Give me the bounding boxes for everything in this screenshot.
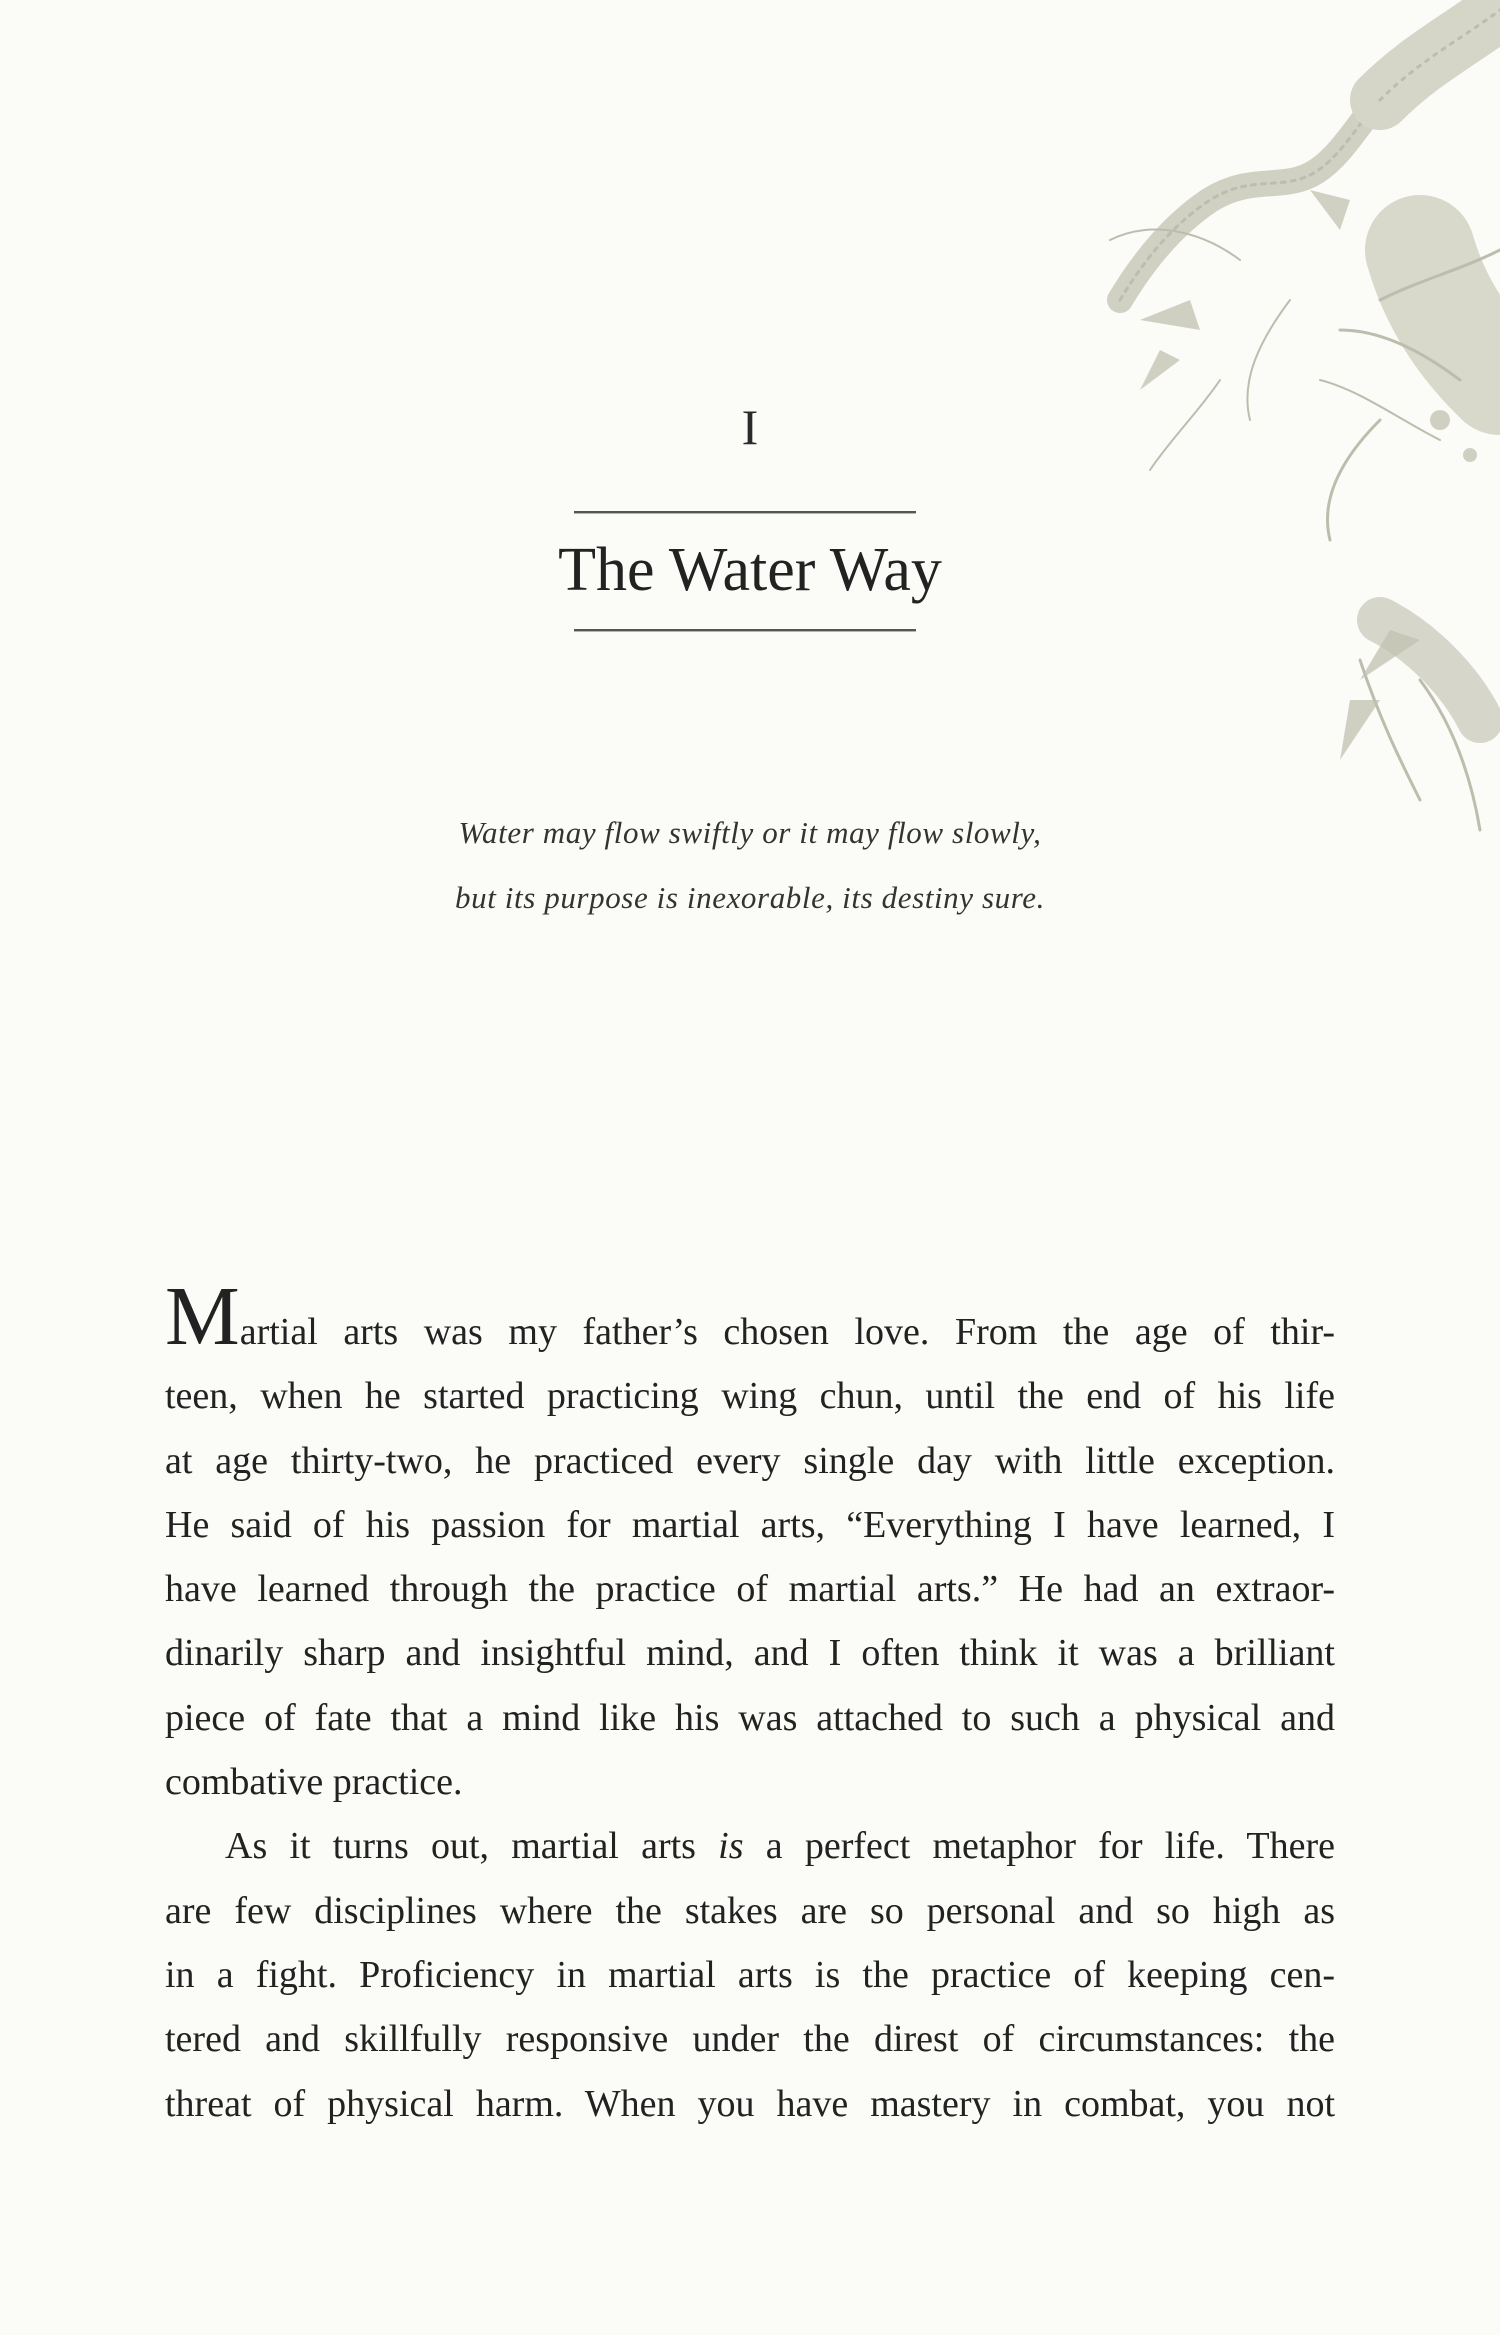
paragraph-2-line: As it turns out, martial arts is a perfect metaphor for life. There	[225, 1825, 1335, 1868]
paragraph-1-line: combative practice.	[165, 1761, 463, 1804]
paragraph-2-line: are few disciplines where the stakes are so personal and so high as	[165, 1889, 1335, 1932]
paragraph-1-line: Martial arts was my father’s chosen love. From the age of thir-	[165, 1270, 1335, 1363]
paragraph-1-line: at age thirty-two, he practiced every single day with little exception.	[165, 1439, 1335, 1482]
chapter-number: I	[741, 399, 759, 455]
paragraph-1-line: have learned through the practice of martial arts.” He had an extraor-	[165, 1568, 1335, 1611]
paragraph-1-line: piece of fate that a mind like his was attached to such a physical and	[165, 1696, 1335, 1739]
drop-cap: M	[165, 1270, 240, 1363]
paragraph-1	[165, 1270, 1335, 1814]
paragraph-2-line: in a fight. Proficiency in martial arts is the practice of keeping cen-	[165, 1953, 1335, 1996]
epigraph-line-1: Water may flow swiftly or it may flow slowly,	[458, 815, 1042, 850]
epigraph	[0, 800, 1500, 930]
paragraph-2-line: threat of physical harm. When you have mastery in combat, you not	[165, 2082, 1335, 2125]
emphasis: is	[718, 1825, 744, 1868]
paragraph-1-line: He said of his passion for martial arts, “Everything I have learned, I	[165, 1503, 1335, 1546]
epigraph-line-2: but its purpose is inexorable, its destiny sure.	[455, 880, 1045, 915]
title-rule-bottom	[574, 629, 916, 632]
paragraph-1-line: teen, when he started practicing wing chun, until the end of his life	[165, 1375, 1335, 1418]
paragraph-2-line: tered and skillfully responsive under the direst of circumstances: the	[165, 2018, 1335, 2061]
title-rule-top	[574, 511, 916, 514]
paragraph-1-line: dinarily sharp and insightful mind, and I often think it was a brilliant	[165, 1632, 1335, 1675]
body-text	[165, 1270, 1335, 2136]
chapter-title: The Water Way	[558, 536, 942, 604]
paragraph-2	[165, 1814, 1335, 2135]
